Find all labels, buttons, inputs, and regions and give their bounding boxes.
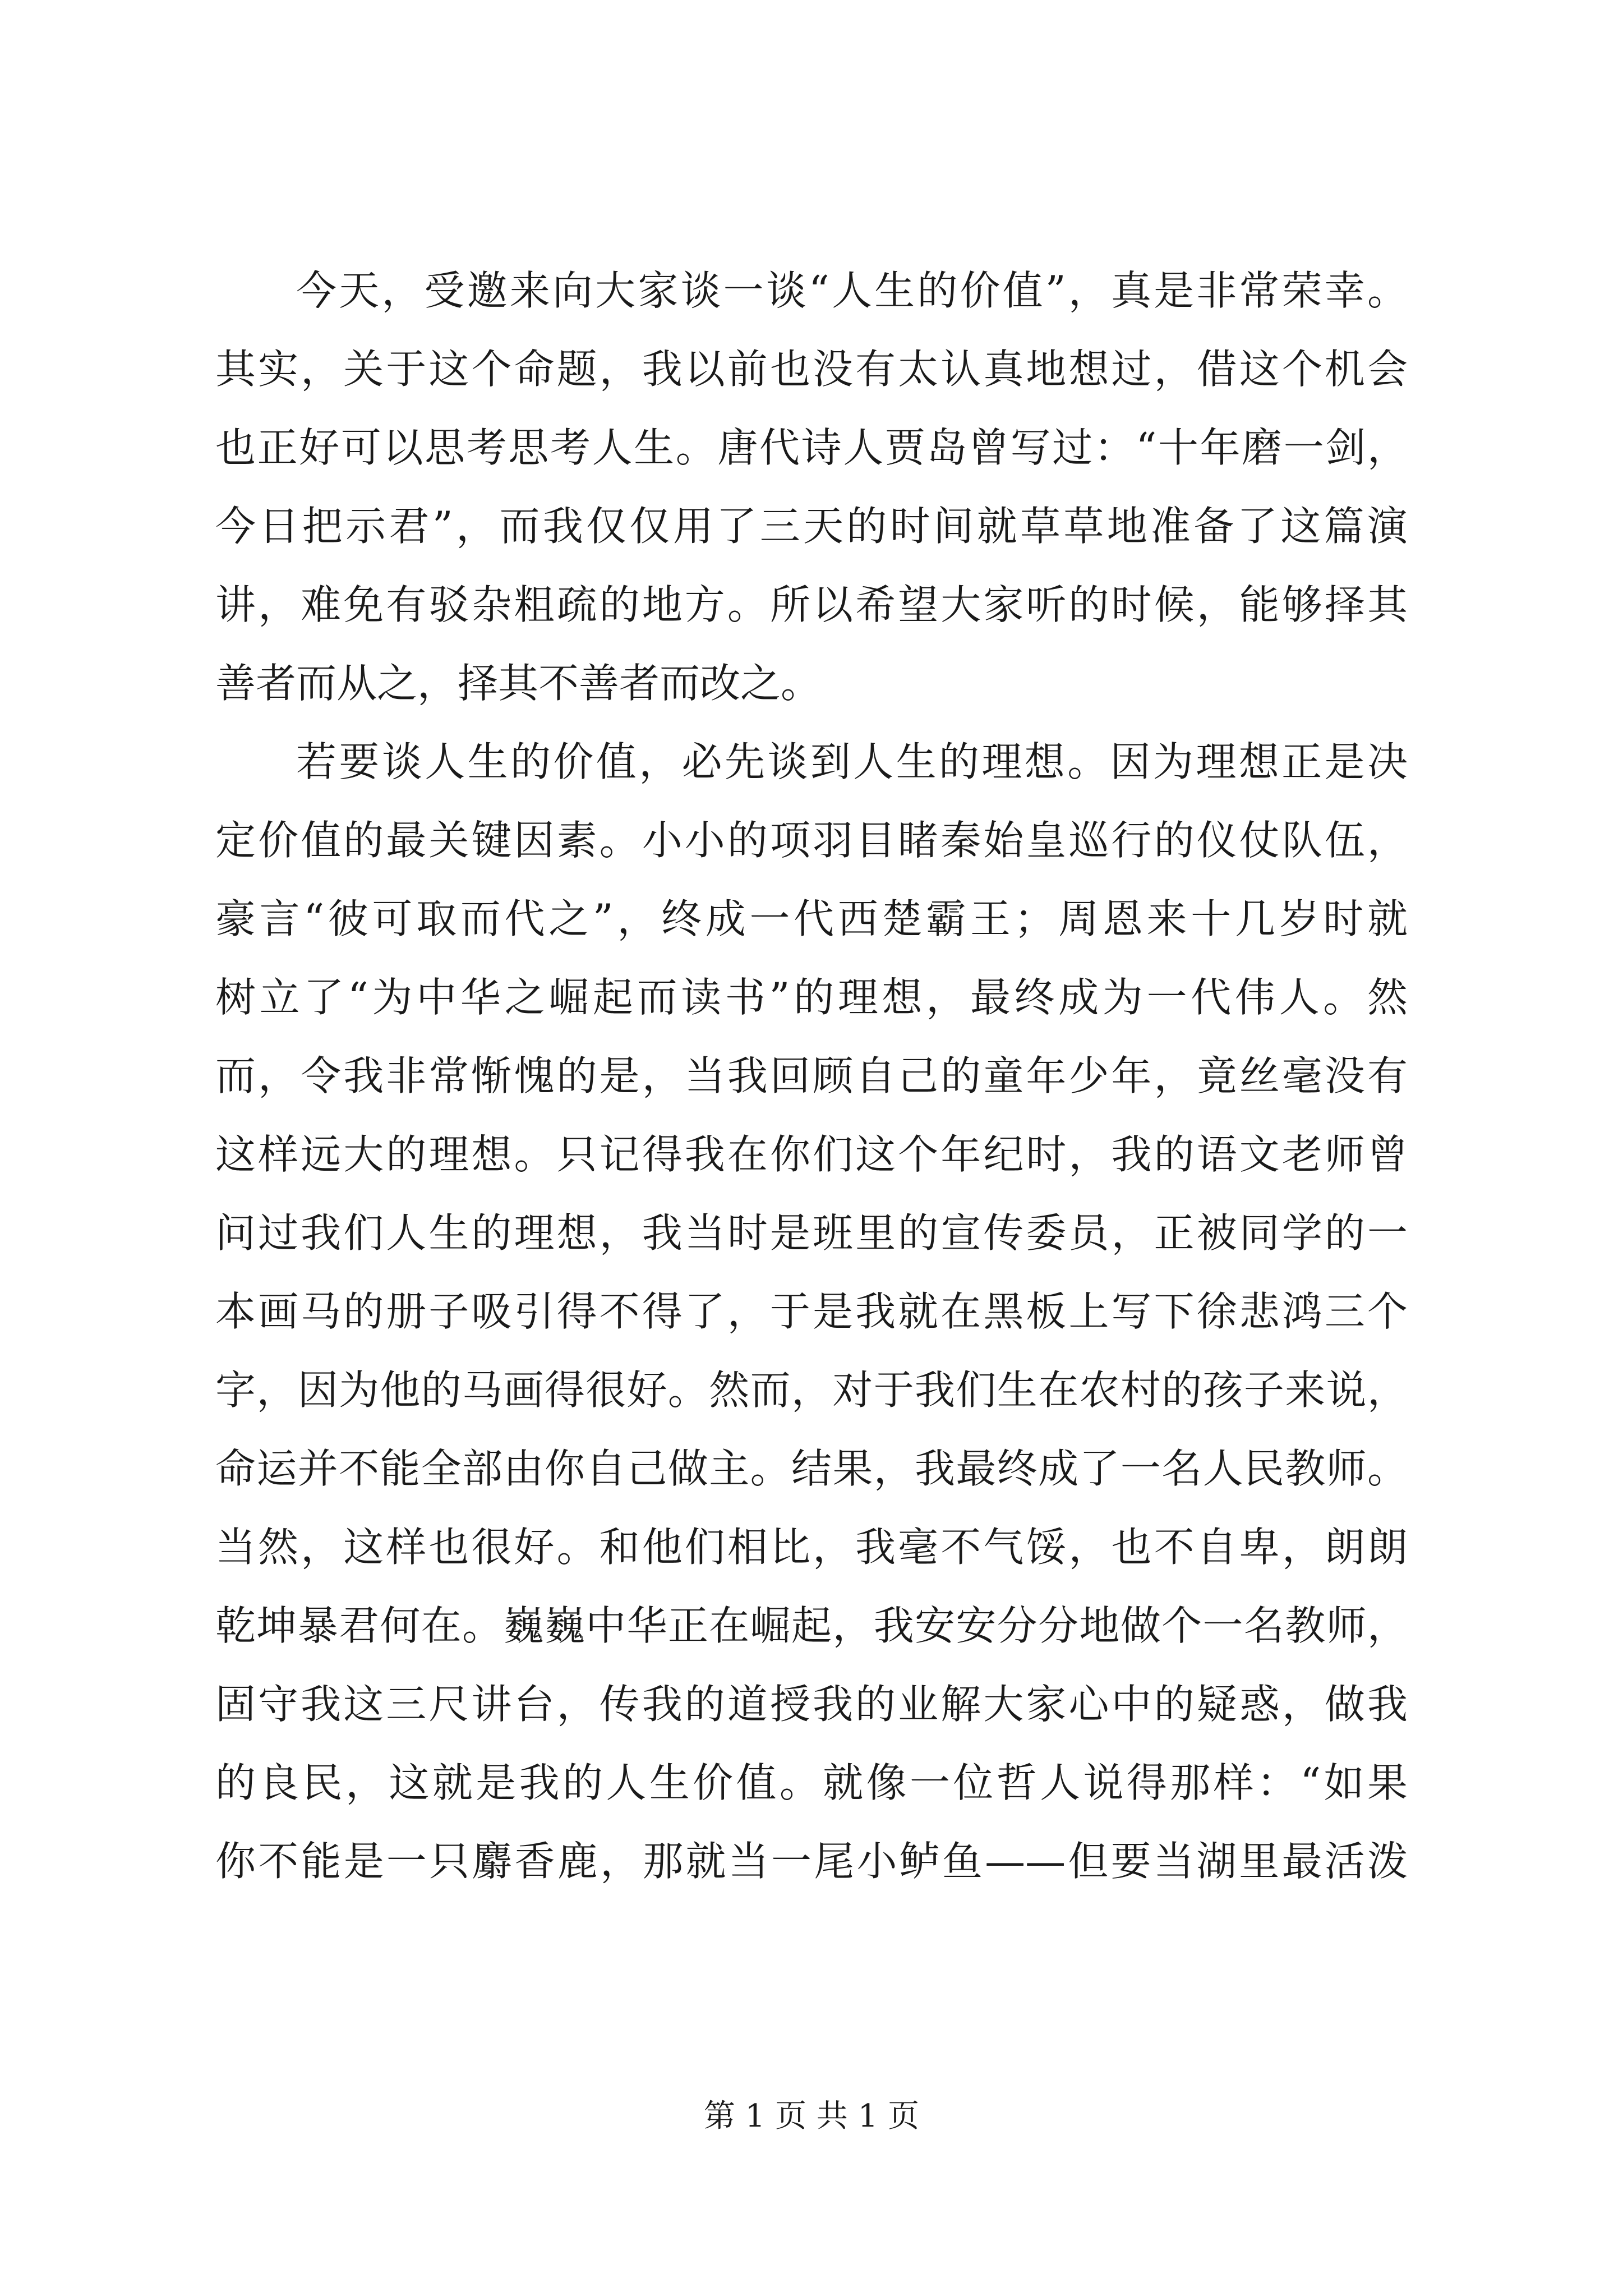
text-line: 也正好可以思考思考人生。唐代诗人贾岛曾写过：“十年磨一剑， (215, 424, 1408, 471)
page-footer: 第 1 页 共 1 页 (703, 2098, 920, 2134)
text-line: 今天，受邀来向大家谈一谈“人生的价值”，真是非常荣幸。 (296, 267, 1408, 314)
text-line: 你不能是一只麝香鹿，那就当一尾小鲈鱼——但要当湖里最活泼 (215, 1838, 1408, 1885)
text-line: 本画马的册子吸引得不得了，于是我就在黑板上写下徐悲鸿三个 (215, 1288, 1408, 1335)
text-line: 善者而从之，择其不善者而改之。 (215, 660, 822, 707)
text-line: 讲，难免有驳杂粗疏的地方。所以希望大家听的时候，能够择其 (215, 581, 1408, 628)
text-line: 豪言“彼可取而代之”，终成一代西楚霸王；周恩来十几岁时就 (215, 895, 1408, 942)
text-line: 这样远大的理想。只记得我在你们这个年纪时，我的语文老师曾 (215, 1131, 1408, 1178)
text-line: 命运并不能全部由你自己做主。结果，我最终成了一名人民教师。 (215, 1445, 1408, 1492)
text-line: 树立了“为中华之崛起而读书”的理想，最终成为一代伟人。然 (215, 974, 1408, 1021)
text-line: 问过我们人生的理想，我当时是班里的宣传委员，正被同学的一 (215, 1209, 1408, 1257)
text-line: 当然，这样也很好。和他们相比，我毫不气馁，也不自卑，朗朗 (215, 1524, 1408, 1571)
text-line: 的良民，这就是我的人生价值。就像一位哲人说得那样：“如果 (215, 1759, 1408, 1806)
text-line: 乾坤暴君何在。巍巍中华正在崛起，我安安分分地做个一名教师， (215, 1602, 1408, 1649)
text-line: 其实，关于这个命题，我以前也没有太认真地想过，借这个机会 (215, 346, 1408, 393)
text-line: 若要谈人生的价值，必先谈到人生的理想。因为理想正是决 (296, 738, 1408, 785)
text-line: 而，令我非常惭愧的是，当我回顾自己的童年少年，竟丝毫没有 (215, 1052, 1408, 1099)
text-line: 定价值的最关键因素。小小的项羽目睹秦始皇巡行的仪仗队伍， (215, 817, 1408, 864)
text-line: 固守我这三尺讲台，传我的道授我的业解大家心中的疑惑，做我 (215, 1681, 1408, 1728)
text-line: 今日把示君”，而我仅仅用了三天的时间就草草地准备了这篇演 (215, 503, 1408, 550)
text-line: 字，因为他的马画得很好。然而，对于我们生在农村的孩子来说， (215, 1366, 1408, 1414)
